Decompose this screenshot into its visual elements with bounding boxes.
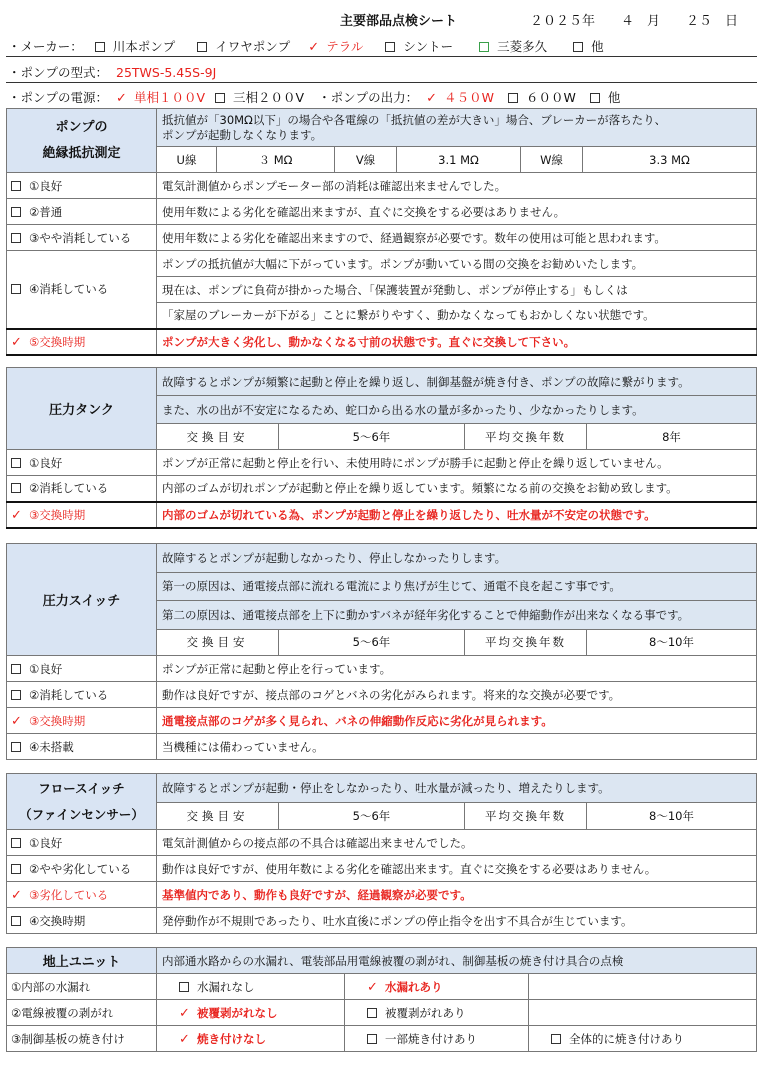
- checkbox-icon: [551, 1034, 561, 1044]
- checkmark-icon: ✓: [11, 507, 22, 523]
- checkbox-icon: [11, 233, 21, 243]
- flow-switch-header: フロースイッチ （ファインセンサー）: [7, 774, 157, 830]
- insulation-table: [6, 108, 757, 356]
- maker-option-other[interactable]: 他: [573, 39, 604, 54]
- option-replace[interactable]: ✓ ③交換時期: [7, 502, 157, 528]
- checkbox-icon: [11, 284, 21, 294]
- checkbox-icon: [95, 42, 105, 52]
- insulation-description: 抵抗値が「30MΩ以下」の場合や各電線の「抵抗値の差が大きい」場合、ブレーカーが落ちたり、 ポンプが起動しなくなります。: [157, 109, 757, 147]
- coating-peeled-option[interactable]: 被覆剥がれあり: [345, 1000, 529, 1026]
- checkbox-icon: [367, 1034, 377, 1044]
- switch-description-1: 故障するとポンプが起動しなかったり、停止しなかったりします。: [157, 544, 757, 573]
- guide-value: 5～6年: [279, 629, 465, 656]
- option-text: 通電接点部のコゲが多く見られ、バネの伸縮動作反応に劣化が見られます。: [157, 708, 757, 734]
- checkbox-icon: [215, 93, 225, 103]
- output-option-600[interactable]: ６００W: [508, 90, 576, 105]
- power-option-single[interactable]: ✓ 単相１００V: [116, 90, 206, 106]
- v-value: 3.1 MΩ: [397, 147, 521, 173]
- checkmark-icon: ✓: [426, 91, 437, 106]
- checkmark-icon: ✓: [179, 1031, 190, 1047]
- leak-none-option[interactable]: 水漏れなし: [157, 974, 345, 1000]
- option-degraded[interactable]: ✓ ③劣化している: [7, 882, 157, 908]
- power-option-three[interactable]: 三相２００V: [215, 90, 304, 105]
- option-text: 「家屋のブレーカーが下がる」ことに繋がりやすく、動かなくなってもおかしくない状態です。: [157, 303, 757, 329]
- option-worn[interactable]: ④消耗している: [7, 251, 157, 329]
- checkbox-icon: [11, 742, 21, 752]
- guide-value: 5～6年: [279, 424, 465, 450]
- output-option-450[interactable]: ✓ ４５０W: [426, 90, 494, 106]
- option-text: 使用年数による劣化を確認出来ますが、直ぐに交換をする必要はありません。: [157, 199, 757, 225]
- u-label: U線: [157, 147, 217, 173]
- guide-label: 交換目安: [157, 803, 279, 830]
- maker-option-iwaya[interactable]: イワヤポンプ: [197, 39, 290, 54]
- ground-row-label: ②電線被覆の剥がれ: [7, 1000, 157, 1026]
- option-good[interactable]: ①良好: [7, 830, 157, 856]
- flow-description: 故障するとポンプが起動・停止をしなかったり、吐水量が減ったり、増えたりします。: [157, 774, 757, 803]
- option-replace[interactable]: ✓ ③交換時期: [7, 708, 157, 734]
- guide-label: 交換目安: [157, 424, 279, 450]
- option-text: ポンプの抵抗値が大幅に下がっています。ポンプが動いている間の交換をお勧めいたします。: [157, 251, 757, 277]
- model-label: ・ポンプの型式：: [8, 65, 109, 80]
- empty-cell: [529, 974, 757, 1000]
- option-text: 電気計測値からの接点部の不具合は確認出来ませんでした。: [157, 830, 757, 856]
- avg-label: 平均交換年数: [465, 629, 587, 656]
- pressure-tank-table: [6, 367, 757, 529]
- ground-row-label: ①内部の水漏れ: [7, 974, 157, 1000]
- checkbox-icon: [11, 458, 21, 468]
- w-value: 3.3 MΩ: [583, 147, 757, 173]
- flow-switch-table: [6, 773, 757, 934]
- burn-partial-option[interactable]: 一部焼き付けあり: [345, 1026, 529, 1052]
- checkbox-icon: [179, 982, 189, 992]
- tank-description-1: 故障するとポンプが頻繁に起動と停止を繰り返し、制御基盤が焼き付き、ポンプの故障に繋がります。: [157, 368, 757, 396]
- option-text: 現在は、ポンプに負荷が掛かった場合、「保護装置が発動し、ポンプが停止する」もしくは: [157, 277, 757, 303]
- option-slightly-degraded[interactable]: ②やや劣化している: [7, 856, 157, 882]
- model-value: 25TWS-5.45S-9J: [116, 65, 217, 80]
- burn-full-option[interactable]: 全体的に焼き付けあり: [529, 1026, 757, 1052]
- maker-row: [8, 37, 604, 55]
- u-value: ３ MΩ: [217, 147, 335, 173]
- maker-option-shinto[interactable]: シントー: [385, 39, 453, 54]
- maker-label: ・メーカー：: [8, 39, 83, 54]
- checkbox-icon: [11, 690, 21, 700]
- option-not-equipped[interactable]: ④未搭載: [7, 734, 157, 760]
- option-text: 内部のゴムが切れている為、ポンプが起動と停止を繰り返したり、吐水量が不安定の状態です。: [157, 502, 757, 528]
- checkbox-icon: [197, 42, 207, 52]
- burn-none-option[interactable]: ✓ 焼き付けなし: [157, 1026, 345, 1052]
- option-text: 電気計測値からポンプモーター部の消耗は確認出来ませんでした。: [157, 173, 757, 199]
- checkmark-icon: ✓: [11, 334, 22, 350]
- option-good[interactable]: ①良好: [7, 450, 157, 476]
- tank-description-2: また、水の出が不安定になるため、蛇口から出る水の量が多かったり、少なかったりします。: [157, 396, 757, 424]
- checkmark-icon: ✓: [116, 91, 127, 106]
- option-worn[interactable]: ②消耗している: [7, 476, 157, 502]
- checkmark-icon: ✓: [179, 1005, 190, 1021]
- checkbox-icon: [11, 664, 21, 674]
- option-text: 動作は良好ですが、接点部のコゲとバネの劣化がみられます。将来的な交換が必要です。: [157, 682, 757, 708]
- option-good[interactable]: ①良好: [7, 173, 157, 199]
- coating-ok-option[interactable]: ✓ 被覆剥がれなし: [157, 1000, 345, 1026]
- checkbox-icon: [573, 42, 583, 52]
- checkmark-icon: ✓: [11, 887, 22, 903]
- option-replace[interactable]: ✓ ⑤交換時期: [7, 329, 157, 355]
- v-label: V線: [335, 147, 397, 173]
- pressure-switch-table: [6, 543, 757, 760]
- checkbox-icon: [11, 483, 21, 493]
- guide-value: 5～6年: [279, 803, 465, 830]
- option-text: 当機種には備わっていません。: [157, 734, 757, 760]
- option-normal[interactable]: ②普通: [7, 199, 157, 225]
- option-replace[interactable]: ④交換時期: [7, 908, 157, 934]
- pressure-tank-header: 圧力タンク: [7, 368, 157, 450]
- ground-description: 内部通水路からの水漏れ、電装部品用電線被覆の剥がれ、制御基板の焼き付け具合の点検: [157, 948, 757, 974]
- avg-value: 8～10年: [587, 629, 757, 656]
- option-text: ポンプが大きく劣化し、動かなくなる寸前の状態です。直ぐに交換して下さい。: [157, 329, 757, 355]
- checkbox-icon: [367, 1008, 377, 1018]
- maker-option-kawamoto[interactable]: 川本ポンプ: [95, 39, 176, 54]
- maker-option-teral[interactable]: ✓ テラル: [308, 39, 364, 55]
- option-text: 発停動作が不規則であったり、吐水直後にポンプの停止指令を出す不具合が生じています。: [157, 908, 757, 934]
- option-worn[interactable]: ②消耗している: [7, 682, 157, 708]
- power-label: ・ポンプの電源：: [8, 90, 109, 105]
- sheet-title: 主要部品点検シート: [340, 14, 458, 29]
- avg-value: 8～10年: [587, 803, 757, 830]
- output-label: ・ポンプの出力：: [318, 90, 419, 105]
- pressure-switch-header: 圧力スイッチ: [7, 544, 157, 656]
- option-text: ポンプが正常に起動と停止を行っています。: [157, 656, 757, 682]
- checkbox-icon: [508, 93, 518, 103]
- ground-unit-header: 地上ユニット: [7, 948, 157, 974]
- leak-present-option[interactable]: ✓ 水漏れあり: [345, 974, 529, 1000]
- option-text: 動作は良好ですが、使用年数による劣化を確認出来ます。直ぐに交換をする必要はありません。: [157, 856, 757, 882]
- output-option-other[interactable]: 他: [590, 90, 621, 105]
- option-good[interactable]: ①良好: [7, 656, 157, 682]
- option-text: 使用年数による劣化を確認出来ますので、経過観察が必要です。数年の使用は可能と思われます。: [157, 225, 757, 251]
- checkmark-icon: ✓: [11, 713, 22, 729]
- checkbox-icon: [11, 207, 21, 217]
- model-row: [8, 63, 216, 81]
- sheet-date: ２０２５年 ４ 月 ２５ 日: [530, 14, 739, 29]
- ground-unit-table: [6, 947, 757, 1052]
- avg-label: 平均交換年数: [465, 803, 587, 830]
- option-text: 内部のゴムが切れポンプが起動と停止を繰り返しています。頻繁になる前の交換をお勧め致します。: [157, 476, 757, 502]
- option-text: 基準値内であり、動作も良好ですが、経過観察が必要です。: [157, 882, 757, 908]
- checkbox-icon: [11, 838, 21, 848]
- avg-label: 平均交換年数: [465, 424, 587, 450]
- empty-cell: [529, 1000, 757, 1026]
- guide-label: 交換目安: [157, 629, 279, 656]
- switch-description-3: 第二の原因は、通電接点部を上下に動かすバネが経年劣化することで伸縮動作が出来なくなる事です。: [157, 601, 757, 630]
- ground-row-label: ③制御基板の焼き付け: [7, 1026, 157, 1052]
- w-label: W線: [521, 147, 583, 173]
- checkbox-icon: [479, 42, 489, 52]
- option-text: ポンプが正常に起動と停止を行い、未使用時にポンプが勝手に起動と停止を繰り返していません。: [157, 450, 757, 476]
- checkbox-icon: [385, 42, 395, 52]
- checkbox-icon: [11, 916, 21, 926]
- checkbox-icon: [11, 181, 21, 191]
- switch-description-2: 第一の原因は、通電接点部に流れる電流により焦げが生じて、通電不良を起こす事です。: [157, 572, 757, 601]
- checkbox-icon: [590, 93, 600, 103]
- insulation-header: ポンプの 絶縁抵抗測定: [7, 109, 157, 173]
- checkmark-icon: ✓: [367, 979, 378, 995]
- avg-value: 8年: [587, 424, 757, 450]
- checkmark-icon: ✓: [308, 40, 320, 55]
- checkbox-icon: [11, 864, 21, 874]
- option-slightly-worn[interactable]: ③やや消耗している: [7, 225, 157, 251]
- maker-option-mitsubishi[interactable]: 三菱多久: [479, 39, 547, 54]
- power-row: [8, 88, 620, 106]
